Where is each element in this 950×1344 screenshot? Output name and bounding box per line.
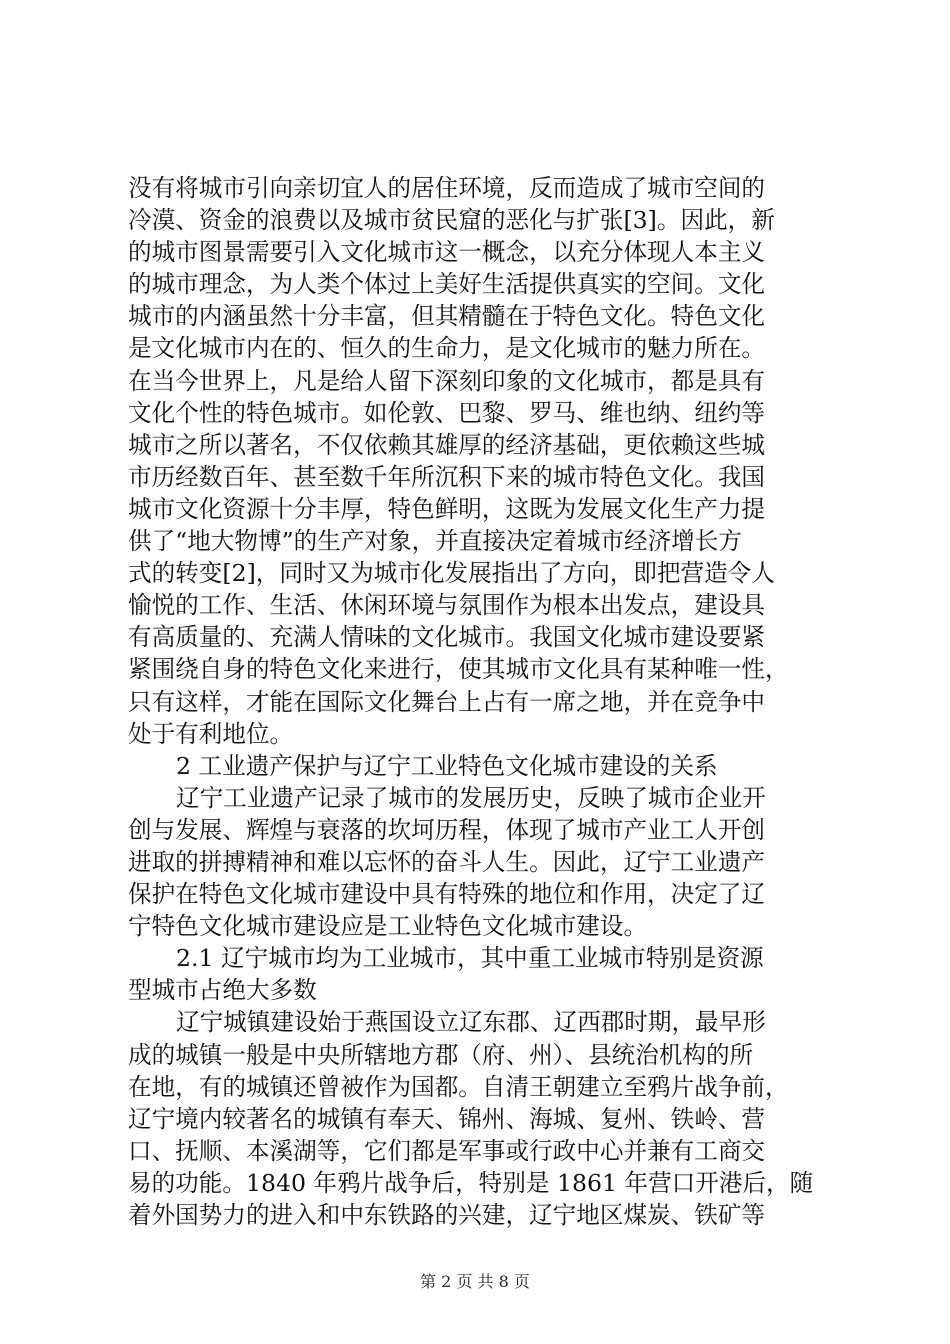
paragraph-line: 市历经数百年、甚至数千年所沉积下来的城市特色文化。我国 bbox=[128, 462, 766, 491]
paragraph-line: 进取的拼搏精神和难以忘怀的奋斗人生。因此，辽宁工业遗产 bbox=[128, 847, 766, 876]
paragraph-line: 紧围绕自身的特色文化来进行，使其城市文化具有某种唯一性， bbox=[128, 655, 789, 684]
paragraph-line: 口、抚顺、本溪湖等，它们都是军事或行政中心并兼有工商交 bbox=[128, 1136, 766, 1165]
paragraph-line: 在地，有的城镇还曾被作为国都。自清王朝建立至鸦片战争前， bbox=[128, 1072, 789, 1101]
paragraph-line: 辽宁工业遗产记录了城市的发展历史，反映了城市企业开 bbox=[176, 783, 766, 812]
paragraph-line: 文化个性的特色城市。如伦敦、巴黎、罗马、维也纳、纽约等 bbox=[128, 398, 766, 427]
paragraph-line: 有高质量的、充满人情味的文化城市。我国文化城市建设要紧 bbox=[128, 623, 766, 652]
paragraph-line: 只有这样，才能在国际文化舞台上占有一席之地，并在竞争中 bbox=[128, 687, 766, 716]
paragraph-line: 的城市图景需要引入文化城市这一概念，以充分体现人本主义 bbox=[128, 238, 766, 267]
paragraph-line: 冷漠、资金的浪费以及城市贫民窟的恶化与扩张[3]。因此，新 bbox=[128, 206, 775, 235]
paragraph-line: 式的转变[2]，同时又为城市化发展指出了方向，即把营造令人 bbox=[128, 559, 775, 588]
section-heading-line: 2.1 辽宁城市均为工业城市，其中重工业城市特别是资源 bbox=[176, 944, 764, 973]
paragraph-line: 保护在特色文化城市建设中具有特殊的地位和作用，决定了辽 bbox=[128, 880, 766, 909]
paragraph-line: 处于有利地位。 bbox=[128, 719, 294, 748]
paragraph-line: 着外国势力的进入和中东铁路的兴建，辽宁地区煤炭、铁矿等 bbox=[128, 1201, 766, 1229]
section-heading-line: 2 工业遗产保护与辽宁工业特色文化城市建设的关系 bbox=[176, 751, 718, 780]
paragraph-line: 创与发展、辉煌与衰落的坎坷历程，体现了城市产业工人开创 bbox=[128, 815, 766, 844]
paragraph-line: 城市之所以著名，不仅依赖其雄厚的经济基础，更依赖这些城 bbox=[128, 430, 766, 459]
paragraph-line: 没有将城市引向亲切宜人的居住环境，反而造成了城市空间的 bbox=[128, 174, 766, 202]
paragraph-line: 辽宁城镇建设始于燕国设立辽东郡、辽西郡时期，最早形 bbox=[176, 1008, 766, 1037]
paragraph-line: 在当今世界上，凡是给人留下深刻印象的文化城市，都是具有 bbox=[128, 366, 766, 395]
page-footer: 第 2 页 共 8 页 bbox=[420, 1272, 530, 1291]
paragraph-line: 愉悦的工作、生活、休闲环境与氛围作为根本出发点，建设具 bbox=[128, 591, 766, 620]
paragraph-line: 易的功能。1840 年鸦片战争后，特别是 1861 年营口开港后，随 bbox=[128, 1168, 814, 1197]
paragraph-line: 宁特色文化城市建设应是工业特色文化城市建设。 bbox=[128, 912, 648, 941]
paragraph-line: 城市的内涵虽然十分丰富，但其精髓在于特色文化。特色文化 bbox=[128, 302, 766, 331]
paragraph-line: 成的城镇一般是中央所辖地方郡（府、州）、县统治机构的所 bbox=[128, 1040, 754, 1069]
paragraph-line: 城市文化资源十分丰厚，特色鲜明，这既为发展文化生产力提 bbox=[128, 494, 766, 523]
paragraph-line: 是文化城市内在的、恒久的生命力，是文化城市的魅力所在。 bbox=[128, 334, 766, 363]
paragraph-line: 的城市理念，为人类个体过上美好生活提供真实的空间。文化 bbox=[128, 270, 766, 299]
paragraph-line: 辽宁境内较著名的城镇有奉天、锦州、海城、复州、铁岭、营 bbox=[128, 1104, 766, 1133]
paragraph-line: 型城市占绝大多数 bbox=[128, 976, 317, 1005]
paragraph-line: 供了“地大物博”的生产对象，并直接决定着城市经济增长方 bbox=[128, 527, 742, 556]
document-body bbox=[128, 172, 838, 1231]
